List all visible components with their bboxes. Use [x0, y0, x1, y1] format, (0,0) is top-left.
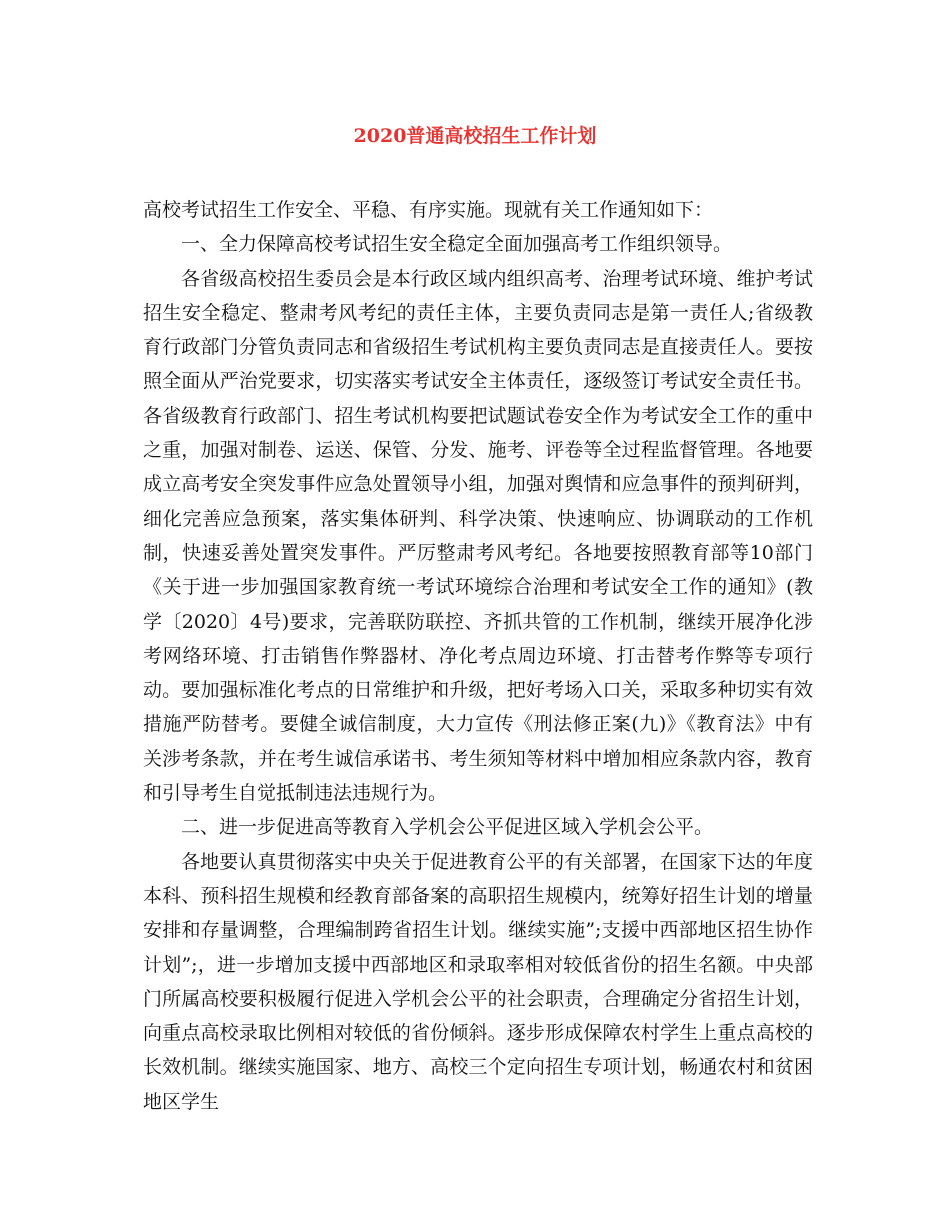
paragraph-intro: 高校考试招生工作安全、平稳、有序实施。现就有关工作通知如下：	[143, 199, 714, 221]
document-body	[143, 193, 813, 1119]
paragraph-section-1: 各省级高校招生委员会是本行政区域内组织高考、治理考试环境、维护考试招生安全稳定、整肃考风考纪的责任主体，主要负责同志是第一责任人;省级教育行政部门分管负责同志和省级招生考试机构主要负责同志是直接责任人。要按照全面从严治党要求，切实落实考试安全主体责任，逐级签订考试安全责任书。各省级教育行政部门、招生考试机构要把试题试卷安全作为考试安全工作的重中之重，加强对制卷、运送、保管、分发、施考、评卷等全过程监督管理。各地要成立高考安全突发事件应急处置领导小组，加强对舆情和应急事件的预判研判，细化完善应急预案，落实集体研判、科学决策、快速响应、协调联动的工作机制，快速妥善处置突发事件。严厉整肃考风考纪。各地要按照教育部等10部门《关于进一步加强国家教育统一考试环境综合治理和考试安全工作的通知》(教学〔2020〕4号)要求，完善联防联控、齐抓共管的工作机制，继续开展净化涉考网络环境、打击销售作弊器材、净化考点周边环境、打击替考作弊等专项行动。要加强标准化考点的日常维护和升级，把好考场入口关，采取多种切实有效措施严防替考。要健全诚信制度，大力宣传《刑法修正案(九)》《教育法》中有关涉考条款，并在考生诚信承诺书、考生须知等材料中增加相应条款内容，教育和引导考生自觉抵制违法违规行为。	[143, 267, 813, 805]
document-title: 2020普通高校招生工作计划	[353, 125, 597, 147]
paragraph-section-2: 各地要认真贯彻落实中央关于促进教育公平的有关部署，在国家下达的年度本科、预科招生规模和经教育部备案的高职招生规模内，统筹好招生计划的增量安排和存量调整，合理编制跨省招生计划。继续实施”;支援中西部地区招生协作计划”;，进一步增加支援中西部地区和录取率相对较低省份的招生名额。中央部门所属高校要积极履行促进入学机会公平的社会职责，合理确定分省招生计划，向重点高校录取比例相对较低的省份倾斜。逐步形成保障农村学生上重点高校的长效机制。继续实施国家、地方、高校三个定向招生专项计划，畅通农村和贫困地区学生	[143, 850, 813, 1113]
section-heading-2: 二、进一步促进高等教育入学机会公平促进区域入学机会公平。	[181, 816, 714, 839]
section-heading-1: 一、全力保障高校考试招生安全稳定全面加强高考工作组织领导。	[181, 233, 733, 256]
